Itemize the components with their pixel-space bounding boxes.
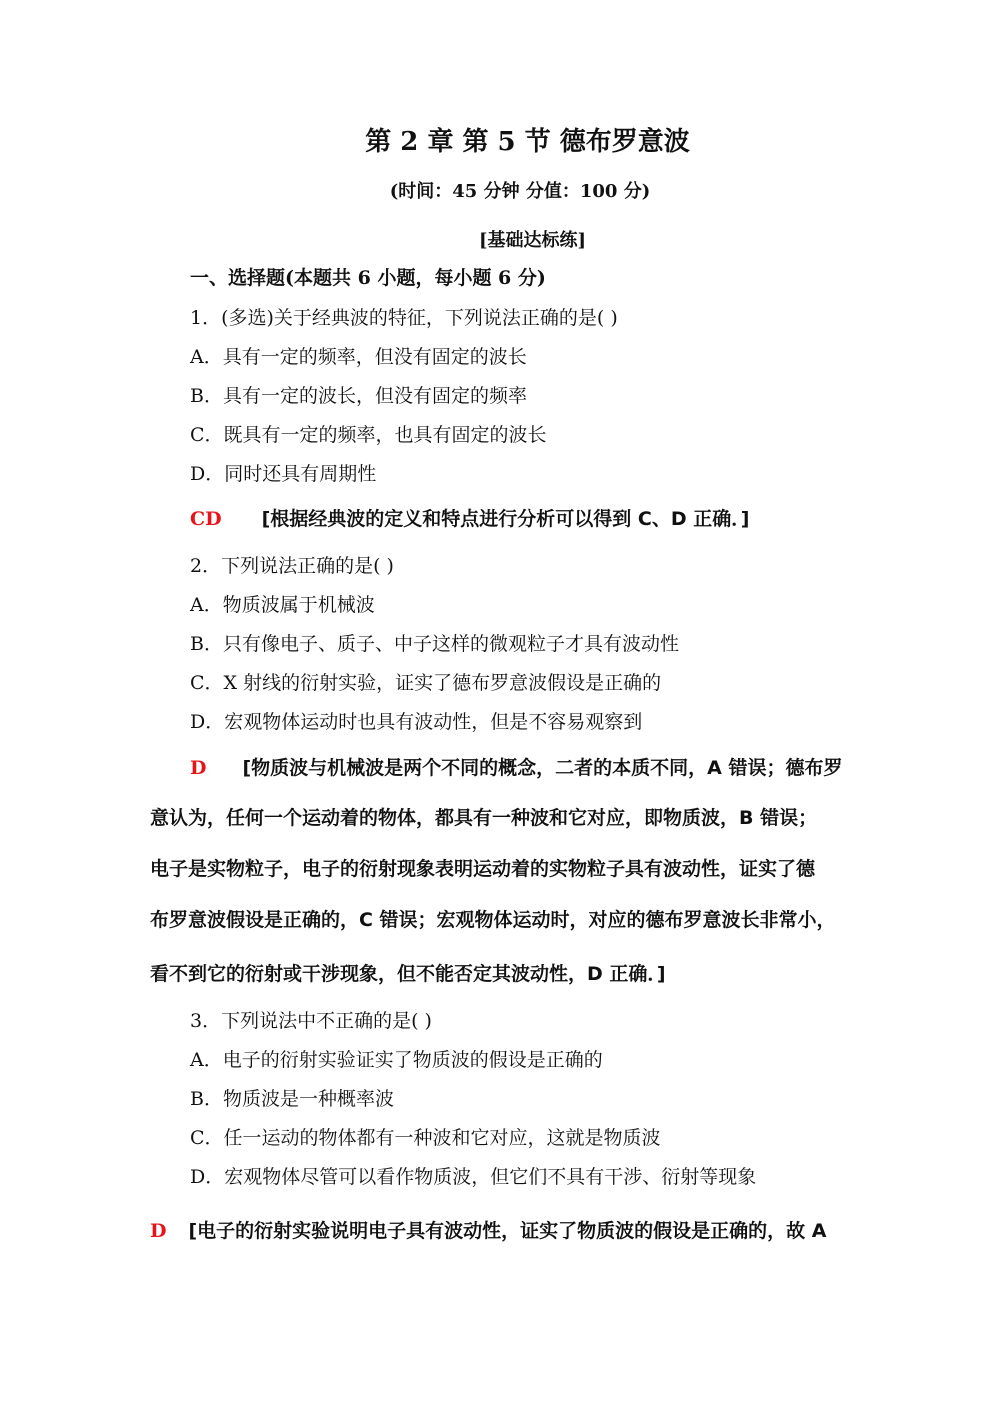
question-2-explanation-line-4: 布罗意波假设是正确的，C 错误；宏观物体运动时，对应的德布罗意波长非常小， (150, 909, 836, 931)
question-3-option-d: D．宏观物体尽管可以看作物质波，但它们不具有干涉、衍射等现象 (190, 1166, 757, 1188)
page-title: 第 2 章 第 5 节 德布罗意波 (365, 127, 690, 157)
question-1-option-d: D．同时还具有周期性 (190, 463, 377, 485)
section-heading: 一、选择题(本题共 6 小题，每小题 6 分) (190, 267, 546, 289)
question-3-answer: D (150, 1220, 167, 1242)
question-2-explanation-line-3: 电子是实物粒子，电子的衍射现象表明运动着的实物粒子具有波动性，证实了德 (150, 858, 816, 880)
question-2-option-d: D．宏观物体运动时也具有波动性，但是不容易观察到 (190, 711, 643, 733)
question-1-option-c: C．既具有一定的频率，也具有固定的波长 (190, 424, 547, 446)
question-3-option-b: B．物质波是一种概率波 (190, 1088, 394, 1110)
question-2-stem: 2．下列说法正确的是( ) (190, 555, 394, 577)
question-1-explanation: [根据经典波的定义和特点进行分析可以得到 C、D 正确．] (261, 508, 750, 530)
question-2-explanation-line-1: [物质波与机械波是两个不同的概念，二者的本质不同，A 错误；德布罗 (242, 757, 843, 779)
question-2-option-c: C．X 射线的衍射实验，证实了德布罗意波假设是正确的 (190, 672, 662, 694)
exam-meta: (时间：45 分钟 分值：100 分) (389, 181, 651, 202)
question-3-option-c: C．任一运动的物体都有一种波和它对应，这就是物质波 (190, 1127, 661, 1149)
question-2-answer: D (190, 757, 207, 779)
question-3-explanation: [电子的衍射实验说明电子具有波动性，证实了物质波的假设是正确的，故 A (188, 1220, 827, 1242)
question-3-stem: 3．下列说法中不正确的是( ) (190, 1010, 432, 1032)
level-label: [基础达标练] (478, 230, 587, 251)
question-2-option-a: A．物质波属于机械波 (190, 594, 375, 616)
question-2-explanation-line-2: 意认为，任何一个运动着的物体，都具有一种波和它对应，即物质波，B 错误； (150, 807, 818, 829)
question-1-option-a: A．具有一定的频率，但没有固定的波长 (190, 346, 527, 368)
question-1-answer: CD (190, 508, 222, 530)
question-3-option-a: A．电子的衍射实验证实了物质波的假设是正确的 (190, 1049, 603, 1071)
question-2-explanation-line-5: 看不到它的衍射或干涉现象，但不能否定其波动性，D 正确．] (150, 963, 666, 985)
question-1-answer-block (190, 507, 749, 531)
question-1-option-b: B．具有一定的波长，但没有固定的频率 (190, 385, 527, 407)
question-3-answer-block (150, 1219, 827, 1243)
question-1-stem: 1．(多选)关于经典波的特征，下列说法正确的是( ) (190, 307, 618, 329)
question-2-answer-block (190, 756, 843, 780)
question-2-option-b: B．只有像电子、质子、中子这样的微观粒子才具有波动性 (190, 633, 679, 655)
